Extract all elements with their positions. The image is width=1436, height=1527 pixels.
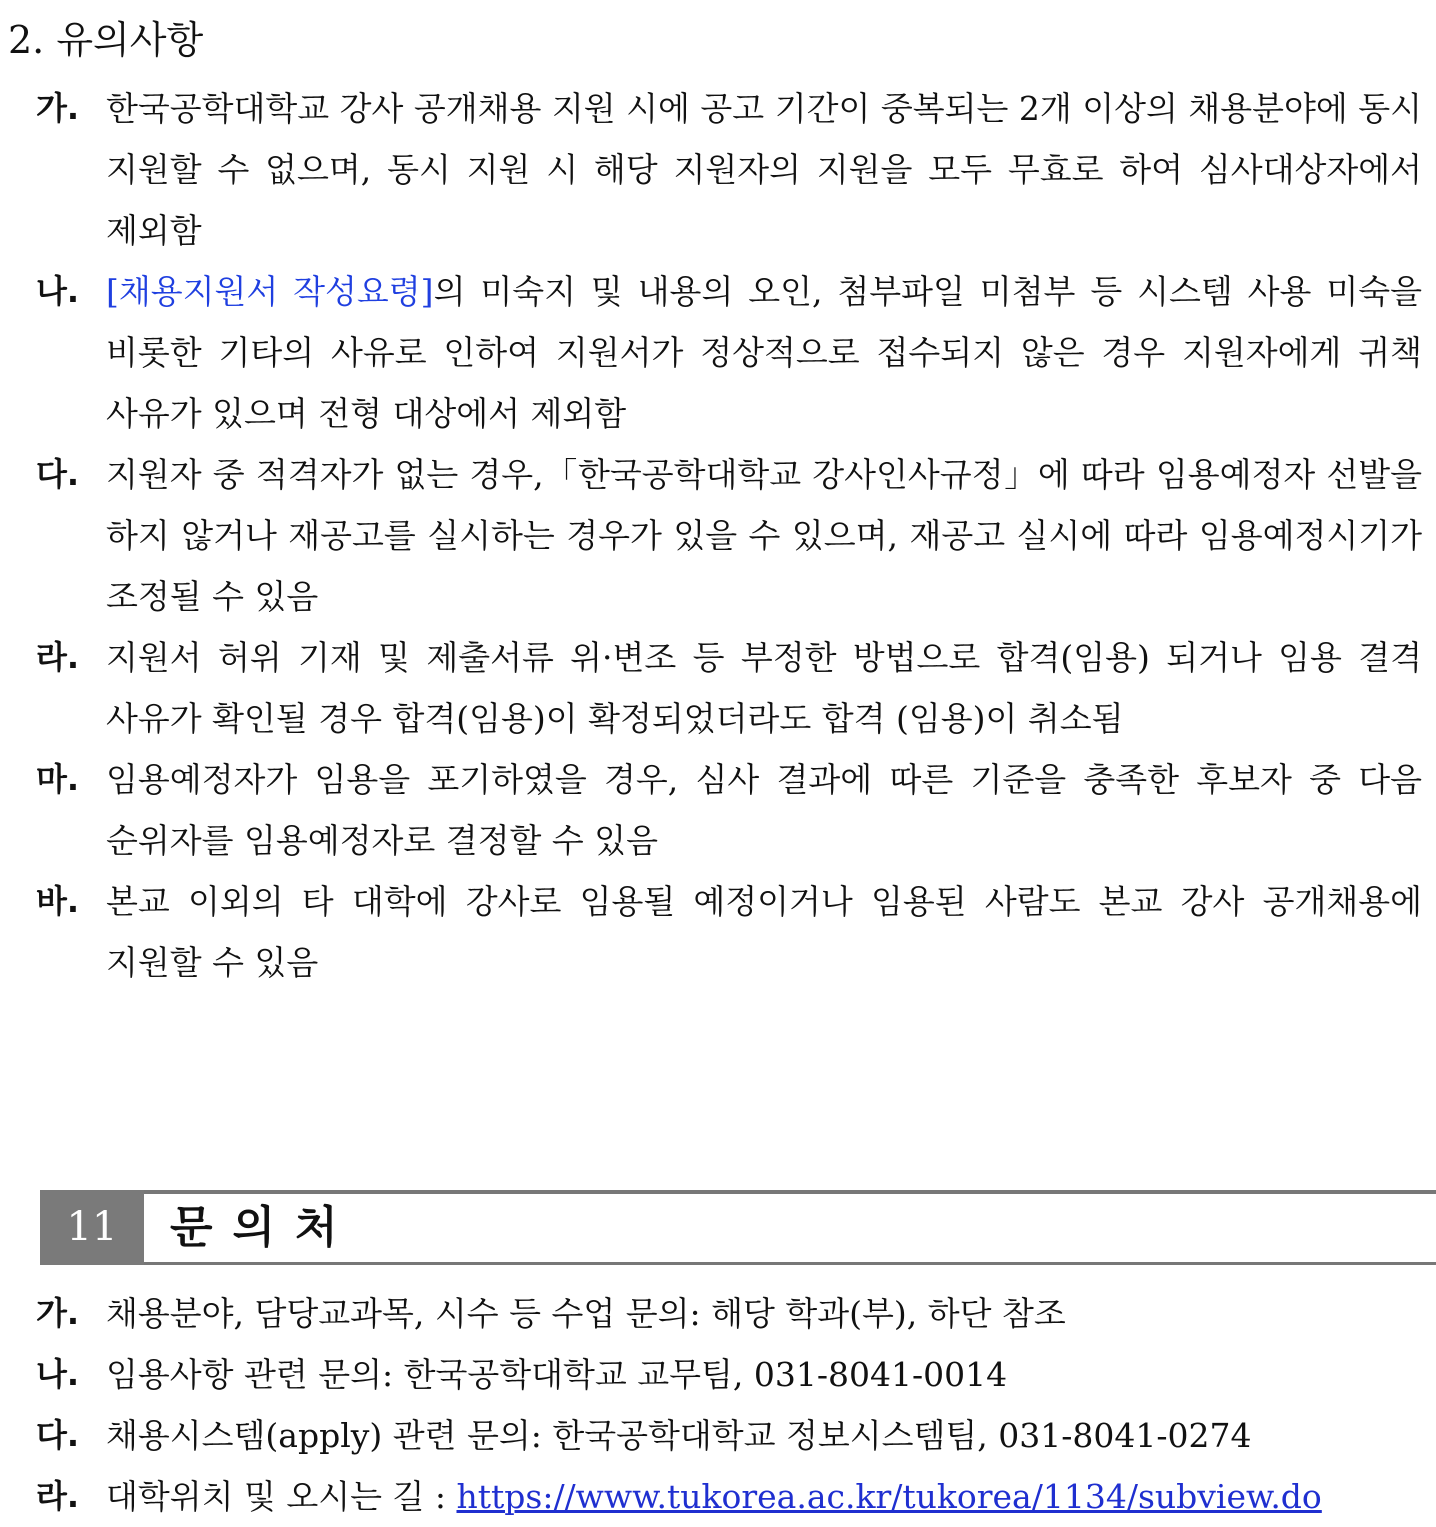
note-item-na <box>36 261 1422 444</box>
contact-item-na <box>36 1344 1426 1405</box>
contact-marker: 가. <box>36 1294 80 1332</box>
contact-item-ra <box>36 1466 1426 1527</box>
contact-item-ga <box>36 1283 1426 1344</box>
contact-text: 채용분야, 담당교과목, 시수 등 수업 문의: 해당 학과(부), 하단 참조 <box>106 1294 1066 1333</box>
contact-section-title: 문의처 <box>170 1202 358 1253</box>
contact-item-da <box>36 1405 1426 1466</box>
note-text: 임용예정자가 임용을 포기하였을 경우, 심사 결과에 따른 기준을 충족한 후보자 중 다음 순위자를 임용예정자로 결정할 수 있음 <box>106 760 1422 860</box>
note-marker: 바. <box>36 882 80 920</box>
notes-list <box>36 78 1422 993</box>
section-title: 2. 유의사항 <box>8 18 204 62</box>
contact-text: 임용사항 관련 문의: 한국공학대학교 교무팀, 031-8041-0014 <box>106 1355 1008 1394</box>
contact-marker: 다. <box>36 1416 80 1454</box>
note-text: 지원자 중 적격자가 없는 경우,「한국공학대학교 강사인사규정」에 따라 임용예정자 선발을 하지 않거나 재공고를 실시하는 경우가 있을 수 있으며, 재공고 실시에 따라 임용예정시기가 조정될 수 있음 <box>106 455 1422 616</box>
contact-section-header <box>40 1190 1436 1265</box>
application-guide-link[interactable]: [채용지원서 작성요령] <box>106 272 434 311</box>
note-item-ma <box>36 749 1422 871</box>
note-text: 한국공학대학교 강사 공개채용 지원 시에 공고 기간이 중복되는 2개 이상의 채용분야에 동시 지원할 수 없으며, 동시 지원 시 해당 지원자의 지원을 모두 무효로 하여 심사대상자에서 제외함 <box>106 89 1422 250</box>
note-text: 의 미숙지 및 내용의 오인, 첨부파일 미첨부 등 시스템 사용 미숙을 비롯한 기타의 사유로 인하여 지원서가 정상적으로 접수되지 않은 경우 지원자에게 귀책 사유가 있으며 전형 대상에서 제외함 <box>106 272 1422 433</box>
note-text: 본교 이외의 타 대학에 강사로 임용될 예정이거나 임용된 사람도 본교 강사 공개채용에 지원할 수 있음 <box>106 882 1422 982</box>
note-item-ba <box>36 871 1422 993</box>
section-number-badge: 11 <box>40 1190 144 1265</box>
contacts-list <box>36 1283 1426 1527</box>
note-marker: 라. <box>36 638 80 676</box>
campus-location-link[interactable]: https://www.tukorea.ac.kr/tukorea/1134/subview.do <box>456 1477 1322 1516</box>
contact-marker: 나. <box>36 1355 80 1393</box>
contact-marker: 라. <box>36 1477 80 1515</box>
note-marker: 나. <box>36 272 80 310</box>
note-marker: 다. <box>36 455 80 493</box>
note-text: 지원서 허위 기재 및 제출서류 위·변조 등 부정한 방법으로 합격(임용) 되거나 임용 결격 사유가 확인될 경우 합격(임용)이 확정되었더라도 합격 (임용)이 취소됨 <box>106 638 1422 738</box>
note-marker: 가. <box>36 89 80 127</box>
note-item-ga <box>36 78 1422 261</box>
contact-text: 채용시스템(apply) 관련 문의: 한국공학대학교 정보시스템팀, 031-8041-0274 <box>106 1416 1252 1455</box>
note-marker: 마. <box>36 760 80 798</box>
note-item-da <box>36 444 1422 627</box>
contact-text: 대학위치 및 오시는 길 : <box>106 1477 457 1516</box>
note-item-ra <box>36 627 1422 749</box>
